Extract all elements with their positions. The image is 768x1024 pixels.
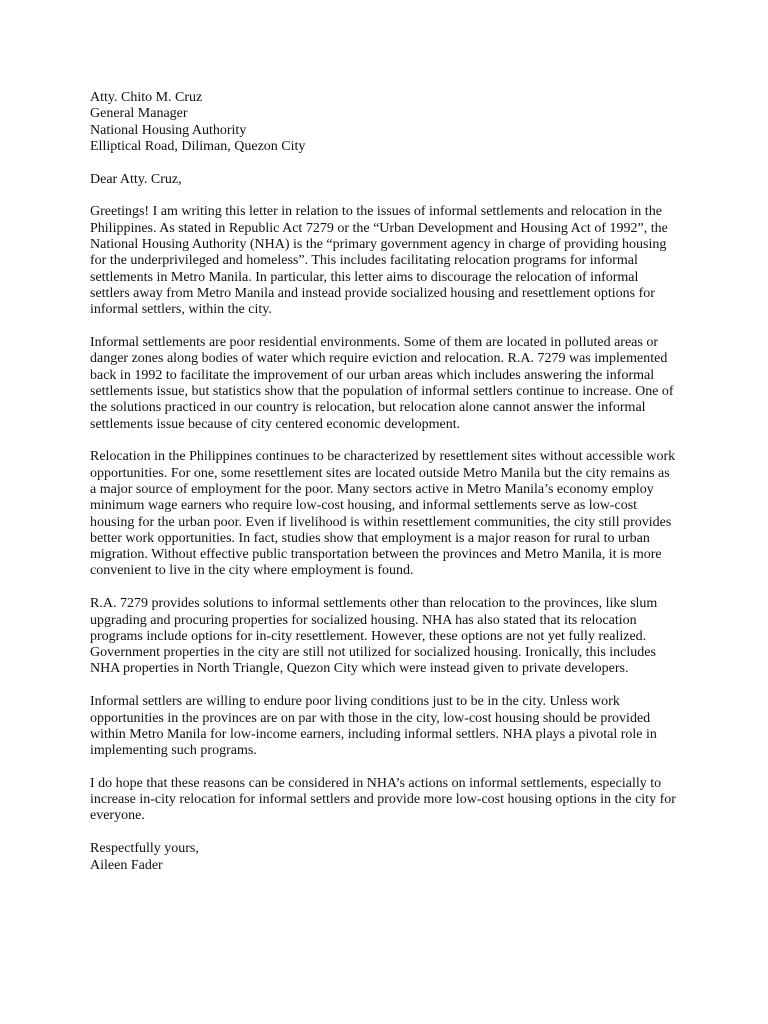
body-paragraph: Informal settlements are poor residential environments. Some of them are located in polluted areas or danger zones along bodies of water which require eviction and relocation. R.A. 7279 was implemented back in 1992 to facilitate the improvement of our urban areas which includes answering the informal settlements issue, but statistics show that the population of informal settlers continue to increase. One of the solutions practiced in our country is relocation, but relocation alone cannot answer the informal settlements issue because of city centered economic development. xyxy=(90,335,674,432)
body-paragraph: Greetings! I am writing this letter in relation to the issues of informal settlements and relocation in the Philippines. As stated in Republic Act 7279 or the “Urban Development and Housing Act of 1992”, the National Housing Authority (NHA) is the “primary government agency in charge of providing housing for the underprivileged and homeless”. This includes facilitating relocation programs for informal settlements in Metro Manila. In particular, this letter aims to discourage the relocation of informal settlers away from Metro Manila and instead provide socialized housing and resettlement options for informal settlers, within the city. xyxy=(90,204,668,318)
recipient-address-block xyxy=(90,90,678,155)
body-paragraph: I do hope that these reasons can be considered in NHA’s actions on informal settlements, especially to increase in-city relocation for informal settlers and provide more low-cost housing options in the city for everyone. xyxy=(90,775,676,824)
body-paragraph: Relocation in the Philippines continues to be characterized by resettlement sites without accessible work opportunities. For one, some resettlement sites are located outside Metro Manila but the city remains as a major source of employment for the poor. Many sectors active in Metro Manila’s economy employ minimum wage earners who require low-cost housing, and informal settlements serve as low-cost housing for the urban poor. Even if livelihood is within resettlement communities, the city still provides better work opportunities. In fact, studies show that employment is a major reason for rural to urban migration. Without effective public transportation between the provinces and Metro Manila, it is more convenient to live in the city where employment is found. xyxy=(90,449,676,579)
recipient-address: Elliptical Road, Diliman, Quezon City xyxy=(90,138,306,154)
letter-body xyxy=(90,204,678,824)
recipient-title: General Manager xyxy=(90,106,188,122)
body-paragraph: R.A. 7279 provides solutions to informal settlements other than relocation to the provinces, like slum upgrading and procuring properties for socialized housing. NHA has also stated that its relocation programs include options for in-city resettlement. However, these options are not yet fully realized. Government properties in the city are still not utilized for socialized housing. Ironically, this includes NHA properties in North Triangle, Quezon City which were instead given to private developers. xyxy=(90,596,658,677)
body-paragraph: Informal settlers are willing to endure poor living conditions just to be in the city. Unless work opportunities in the provinces are on par with those in the city, low-cost housing should be provided within Metro Manila for low-income earners, including informal settlers. NHA plays a pivotal role in implementing such programs. xyxy=(90,694,657,759)
recipient-name: Atty. Chito M. Cruz xyxy=(90,90,203,105)
closing-phrase: Respectfully yours, xyxy=(90,841,199,857)
closing-block xyxy=(90,841,678,874)
salutation: Dear Atty. Cruz, xyxy=(90,171,182,187)
recipient-organization: National Housing Authority xyxy=(90,122,247,138)
letter-page xyxy=(90,90,678,874)
signature-name: Aileen Fader xyxy=(90,857,163,873)
